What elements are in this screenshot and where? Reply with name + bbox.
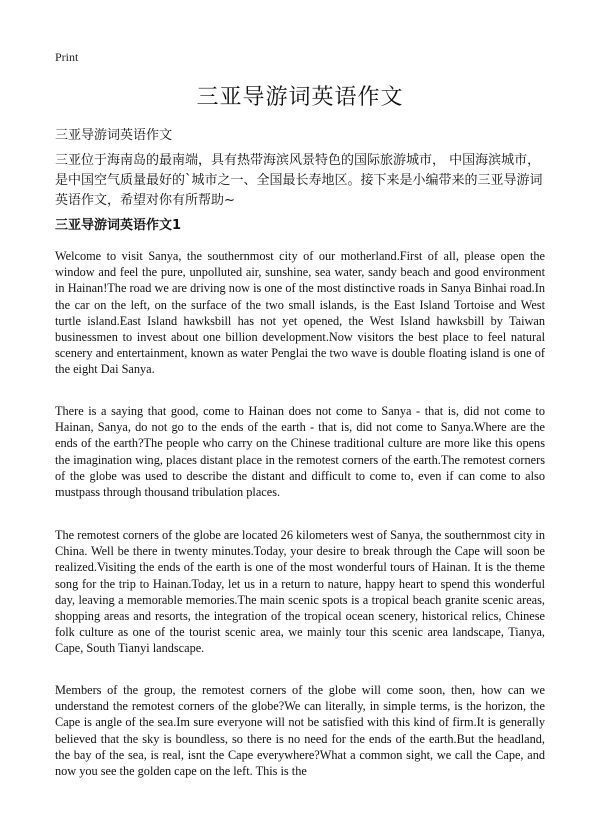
body-paragraph-2: There is a saying that good, come to Hainan does not come to Sanya - that is, did not come to Hainan, Sanya, do not go to the ends of the earth - that is, did not come to Sanya.Where are the ends of the earth?The people who carry on the Chinese traditional culture are more like this opens the imagination wing, places distant place in the remotest corners of the earth.The remotest corners of the globe was used to describe the distant and difficult to come to, even if can come to also mustpass through thousand tribulation places. [55, 404, 545, 500]
body-paragraph-3: The remotest corners of the globe are located 26 kilometers west of Sanya, the southernmost city in China. Well be there in twenty minutes.Today, your desire to break through the Cape will soon be realized.Visiting the ends of the earth is one of the most wonderful tours of Hainan. It is the theme song for the trip to Hainan.Today, let us in a return to nature, happy heart to spend this wonderful day, leaving a memorable memories.The main scenic spots is a tropical beach granite scenic areas, shopping areas and resorts, the integration of the tropical ocean scenery, historical relics, Chinese folk culture as one of the tourist scenic area, we mainly tour this scenic area landscape, Tianya, Cape, South Tianyi landscape. [55, 528, 545, 656]
body-paragraph-4: Members of the group, the remotest corners of the globe will come soon, then, how can we understand the remotest corners of the globe?We can literally, in simple terms, is the horizon, the Cape is angle of the sea.Im sure everyone will not be satisfied with this kind of firm.It is generally believed that the sky is boundless, so there is no need for the ends of the earth.But the headland, the bay of the sea, is real, isnt the Cape everywhere?What a common sight, we call the Cape, and now you see the golden cape on the left. This is the [55, 683, 545, 779]
section-heading: 三亚导游词英语作文1 [55, 218, 182, 233]
print-label[interactable]: Print [55, 50, 79, 64]
page-title: 三亚导游词英语作文 [196, 85, 404, 110]
document-subtitle: 三亚导游词英语作文 [55, 128, 173, 143]
body-paragraph-1: Welcome to visit Sanya, the southernmost city of our motherland.First of all, please open the window and feel the pure, unpolluted air, sunshine, sea water, sandy beach and good environment in Hainan!The road we are driving now is one of the most distinctive roads in Sanya Binhai road.In the car on the left, on the surface of the two small islands, is the East Island Tortoise and West turtle island.East Island hawksbill has not yet opened, the West Island hawksbill by Taiwan businessmen to invest about one billion development.Now visitors the best place to feel natural scenery and entertainment, known as water Penglai the two wave is double floating island is one of the eight Dai Sanya. [55, 249, 545, 377]
intro-paragraph: 三亚位于海南岛的最南端，具有热带海滨风景特色的国际旅游城市， 中国海滨城市，是中国空气质量最好的`城市之一、全国最长寿地区。接下来是小编带来的三亚导游词英语作文，希望对你有所帮助~ [55, 153, 543, 208]
